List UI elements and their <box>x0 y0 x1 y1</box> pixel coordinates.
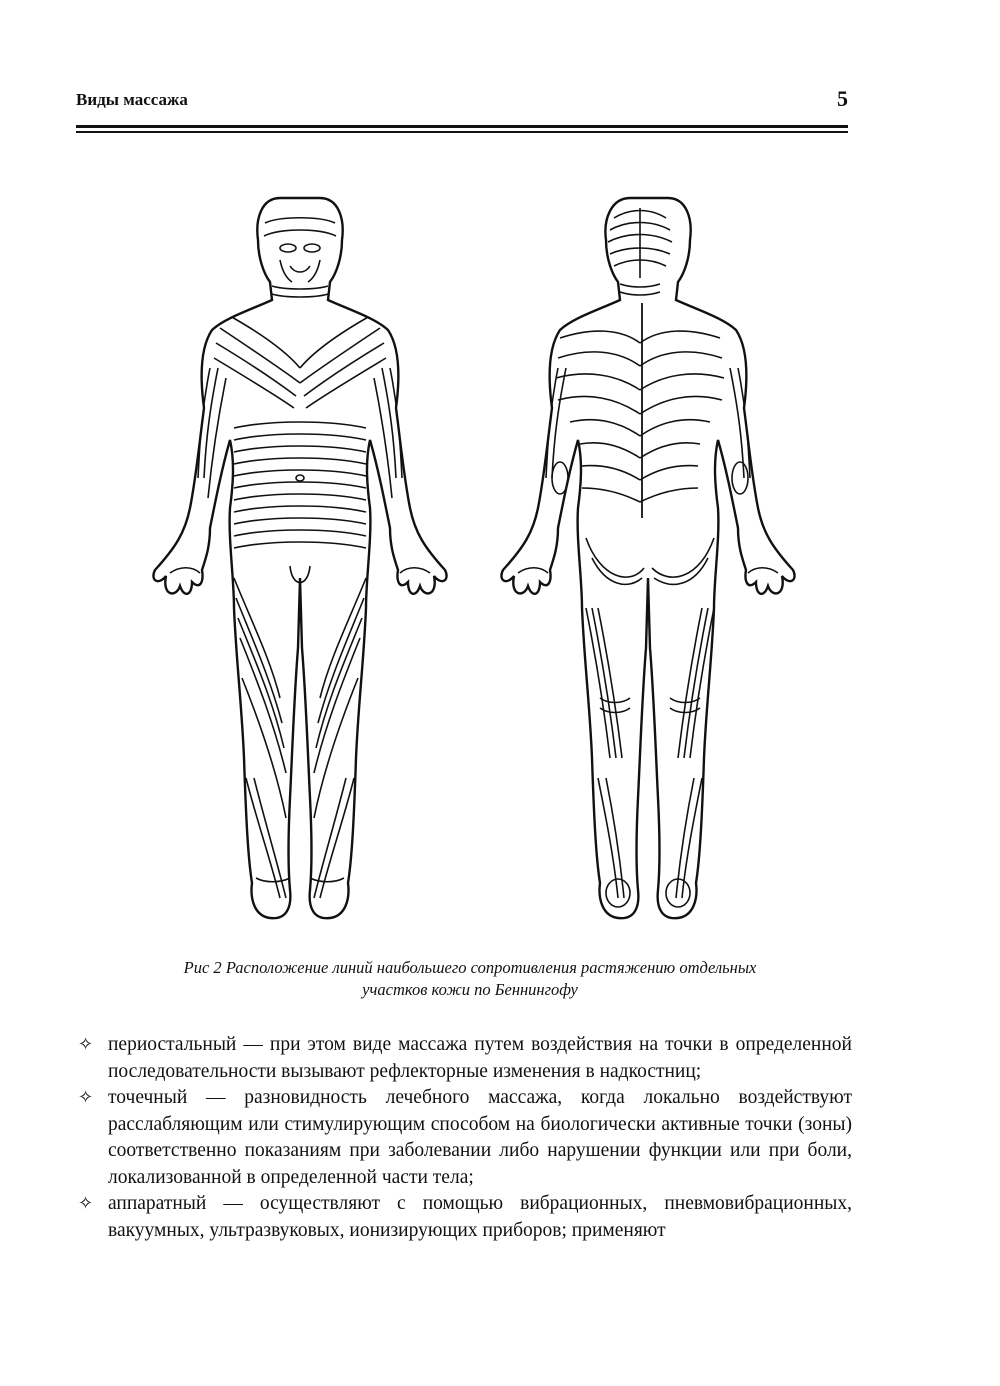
front-figure <box>153 198 446 918</box>
caption-text-1: Расположение линий наибольшего сопротивления растяжению отдельных <box>225 958 757 977</box>
list-item-text: периостальный — при этом виде массажа путем воздействия на точки в определенной последовательности вызывают рефлекторные изменения в надкостниц; <box>108 1034 852 1082</box>
massage-types-list <box>76 1032 852 1244</box>
running-header <box>76 86 848 118</box>
back-figure <box>501 198 794 918</box>
running-title: Виды массажа <box>76 90 188 109</box>
list-item-acupressure <box>76 1085 852 1191</box>
list-item-periosteal <box>76 1032 852 1085</box>
body-lines-figure <box>130 178 820 938</box>
figure-caption <box>90 957 850 1001</box>
bullet-icon: ✧ <box>78 1193 94 1214</box>
page-number: 5 <box>837 86 848 111</box>
caption-line-2: участков кожи по Беннингофу <box>362 980 578 999</box>
list-item-text: точечный — разновидность лечебного массажа, когда локально воздействуют расслабляющим или стимулирующим способом на биологически активные точки (зоны) соответственно показаниям при заболевании либо нарушении функции или при боли, локализованной в определенной части тела; <box>108 1087 852 1188</box>
figure-illustration <box>130 178 820 938</box>
header-rule-thick <box>76 125 848 128</box>
caption-line-1 <box>90 957 850 979</box>
header-rule-thin <box>76 131 848 133</box>
figure-label: Рис 2 <box>183 958 222 977</box>
list-item-apparatus <box>76 1191 852 1244</box>
bullet-icon: ✧ <box>78 1034 94 1055</box>
bullet-icon: ✧ <box>78 1087 94 1108</box>
list-item-text: аппаратный — осуществляют с помощью вибрационных, пневмовибрационных, вакуумных, ультразвуковых, ионизирующих приборов; применяют <box>108 1193 852 1241</box>
